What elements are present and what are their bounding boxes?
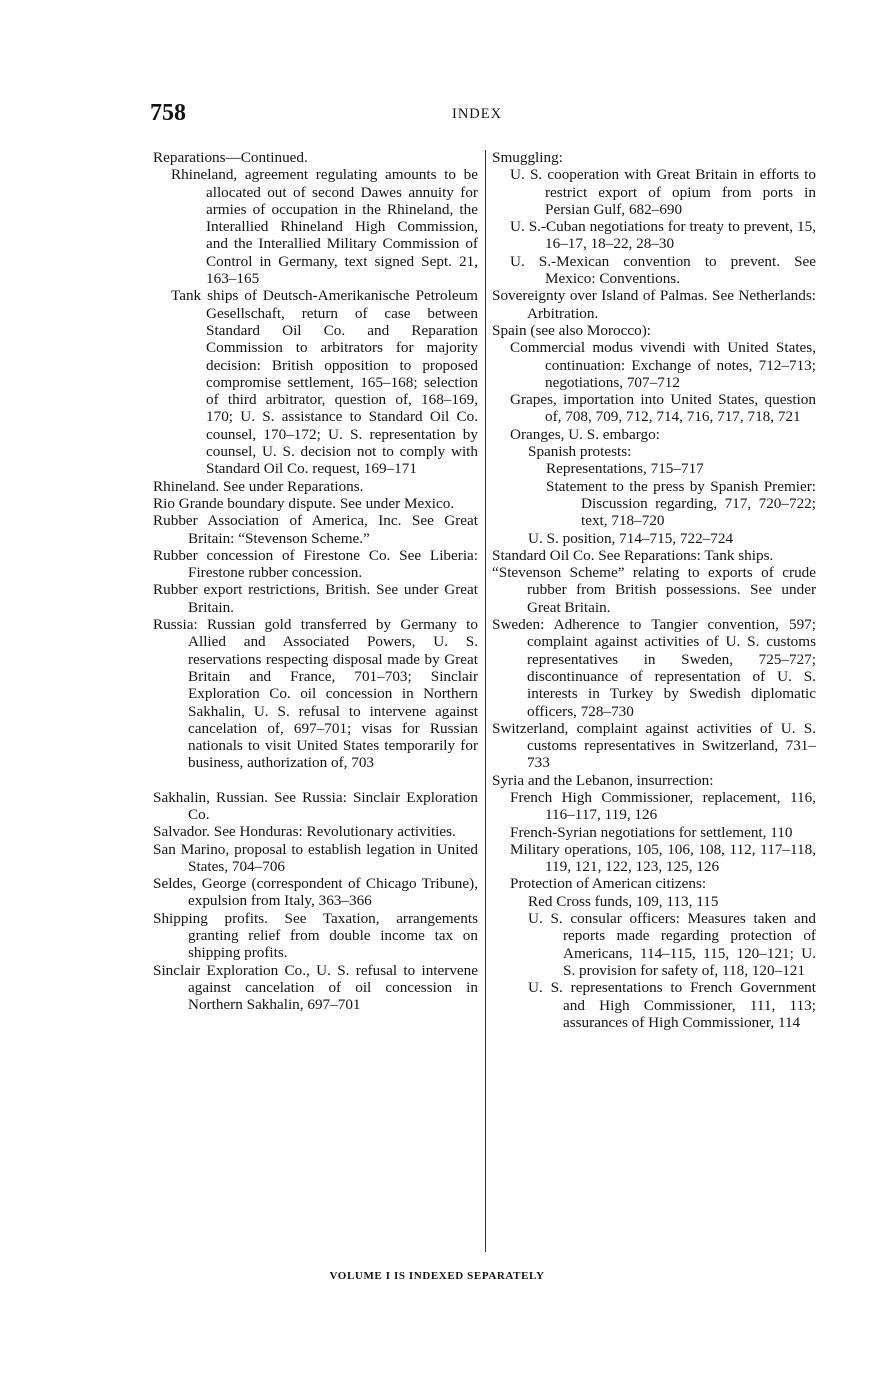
index-entry-text: Smuggling: [492,149,563,166]
index-entry [492,720,816,772]
index-entry [153,495,478,512]
index-entry-text: Rubber concession of Firestone Co. See Liberia: Firestone rubber concession. [153,546,478,582]
index-entry-text: Russia: Russian gold transferred by Germany to Allied and Associated Powers, U. S. reservations respecting disposal made by Great Britain and France, 701–703; Sinclair Exploration Co. oil concession in Northern Sakhalin, U. S. refusal to intervene against cancelation of, 697–701; visas for Russian nationals to visit United States temporarily for business, authorization of, 703 [153,616,478,772]
index-entry [153,512,478,547]
index-entry [153,478,478,495]
index-entry [492,166,816,218]
index-entry-text: Rhineland, agreement regulating amounts to be allocated out of second Dawes annuity for armies of occupation in the Rhineland, the Interallied Rhineland High Commission, and the Interallied Military Commission of Control in Germany, text signed Sept. 21, 163–165 [171,166,478,288]
index-entry-text: U. S. cooperation with Great Britain in efforts to restrict export of opium from ports in Persian Gulf, 682–690 [510,166,816,218]
index-entry [492,824,816,841]
index-entry-text: Protection of American citizens: [510,875,707,893]
index-entry [492,322,816,339]
index-entry [153,875,478,910]
index-entry [153,789,478,824]
index-entry [153,547,478,582]
index-entry [153,616,478,772]
index-entry-text: Salvador. See Honduras: Revolutionary activities. [153,823,456,841]
index-entry [492,253,816,288]
index-entry [153,910,478,962]
index-entry-text: Statement to the press by Spanish Premier: Discussion regarding, 717, 720–722; text, 718–720 [546,477,816,530]
index-entry-text: Grapes, importation into United States, question of, 708, 709, 712, 714, 716, 717, 718, 721 [510,391,816,426]
index-entry-text: Representations, 715–717 [546,460,704,478]
index-entry [153,823,478,840]
index-entry [492,893,816,910]
index-entry-text: Sovereignty over Island of Palmas. See Netherlands: Arbitration. [492,287,816,322]
index-entry-text: French-Syrian negotiations for settlement, 110 [510,823,793,841]
index-entry-text: U. S.-Mexican convention to prevent. See Mexico: Conventions. [510,252,816,288]
index-entry [153,581,478,616]
index-entry [492,218,816,253]
index-entry [492,426,816,443]
index-entry-text: Switzerland, complaint against activities of U. S. customs representatives in Switzerland, 731–733 [492,719,816,772]
index-entry-text: Oranges, U. S. embargo: [510,425,660,443]
index-entry [492,478,816,530]
footer-note: VOLUME I IS INDEXED SEPARATELY [329,1270,545,1282]
index-entry [153,166,478,287]
index-entry-text: Rio Grande boundary dispute. See under Mexico. [153,494,455,512]
index-entry-text: U. S. consular officers: Measures taken and reports made regarding protection of Americans, 114–115, 115, 120–121; U. S. provision for safety of, 118, 120–121 [528,910,816,979]
index-entry-text: Sweden: Adherence to Tangier convention, 597; complaint against activities of U. S. customs representatives in Sweden, 725–727; discontinuance of representation of U. S. interests in Turkey by Swedish diplomatic officers, 728–730 [492,616,816,720]
index-column-left [153,149,478,1014]
index-entry [492,547,816,564]
index-entry [492,841,816,876]
index-entry [153,287,478,477]
index-entry [153,149,478,166]
index-entry [153,841,478,876]
index-entry-text: Red Cross funds, 109, 113, 115 [528,892,719,910]
index-entry [492,772,816,789]
index-entry [492,910,816,979]
index-entry-text: Tank ships of Deutsch-Amerikanische Petroleum Gesellschaft, return of case between Standard Oil Co. and Reparation Commission to arbitrators for majority decision: British opposition to proposed compromise settlement, 165–168; selection of third arbitrator, question of, 168–169, 170; U. S. assistance to Standard Oil Co. counsel, 170–172; U. S. representation by counsel, U. S. decision not to comply with Standard Oil Co. request, 169–171 [171,287,478,478]
index-entry-text: Rhineland. See under Reparations. [153,477,364,495]
index-entry-text: U. S. position, 714–715, 722–724 [528,529,734,547]
index-entry-text: French High Commissioner, replacement, 116, 116–117, 119, 126 [510,788,816,824]
index-column-right [492,149,816,1031]
index-entry [492,789,816,824]
index-entry [153,962,478,1014]
index-entry [492,564,816,616]
index-entry-text: Spain (see also Morocco): [492,321,652,339]
index-entry-text: U. S.-Cuban negotiations for treaty to prevent, 15, 16–17, 18–22, 28–30 [510,218,816,253]
index-entry-text: Commercial modus vivendi with United States, continuation: Exchange of notes, 712–713; negotiations, 707–712 [510,339,816,391]
index-entry [492,616,816,720]
index-entry-text: U. S. representations to French Government and High Commissioner, 111, 113; assurances of High Commissioner, 114 [528,979,816,1031]
index-entry-text: Spanish protests: [528,443,632,461]
index-entry [492,391,816,426]
page-title: INDEX [452,106,503,122]
column-divider [485,150,486,1252]
index-entry [492,149,816,166]
index-entry-text: San Marino, proposal to establish legation in United States, 704–706 [153,840,478,875]
index-entry-text: Shipping profits. See Taxation, arrangements granting relief from double income tax on shipping profits. [153,909,478,962]
index-entry-text: Military operations, 105, 106, 108, 112, 117–118, 119, 121, 122, 123, 125, 126 [510,840,816,876]
index-entry-text: Rubber export restrictions, British. See under Great Britain. [153,581,478,616]
index-entry [492,530,816,547]
index-entry-text: Syria and the Lebanon, insurrection: [492,771,714,789]
index-entry [492,875,816,892]
index-entry [492,287,816,322]
index-entry-text: “Stevenson Scheme” relating to exports of crude rubber from British possessions. See under Great Britain. [492,564,816,616]
index-entry-text: Seldes, George (correspondent of Chicago Tribune), expulsion from Italy, 363–366 [153,875,478,910]
index-entry [492,339,816,391]
index-entry-text: Reparations—Continued. [153,149,308,166]
index-entry [492,979,816,1031]
index-entry-text: Rubber Association of America, Inc. See Great Britain: “Stevenson Scheme.” [153,512,478,547]
index-entry [492,460,816,477]
index-entry-text: Sakhalin, Russian. See Russia: Sinclair Exploration Co. [153,788,478,823]
index-entry-text: Standard Oil Co. See Reparations: Tank ships. [492,546,774,564]
index-entry-text: Sinclair Exploration Co., U. S. refusal to intervene against cancelation of oil concession in Northern Sakhalin, 697–701 [153,961,478,1014]
page-number: 758 [150,100,186,126]
index-entry [492,443,816,460]
